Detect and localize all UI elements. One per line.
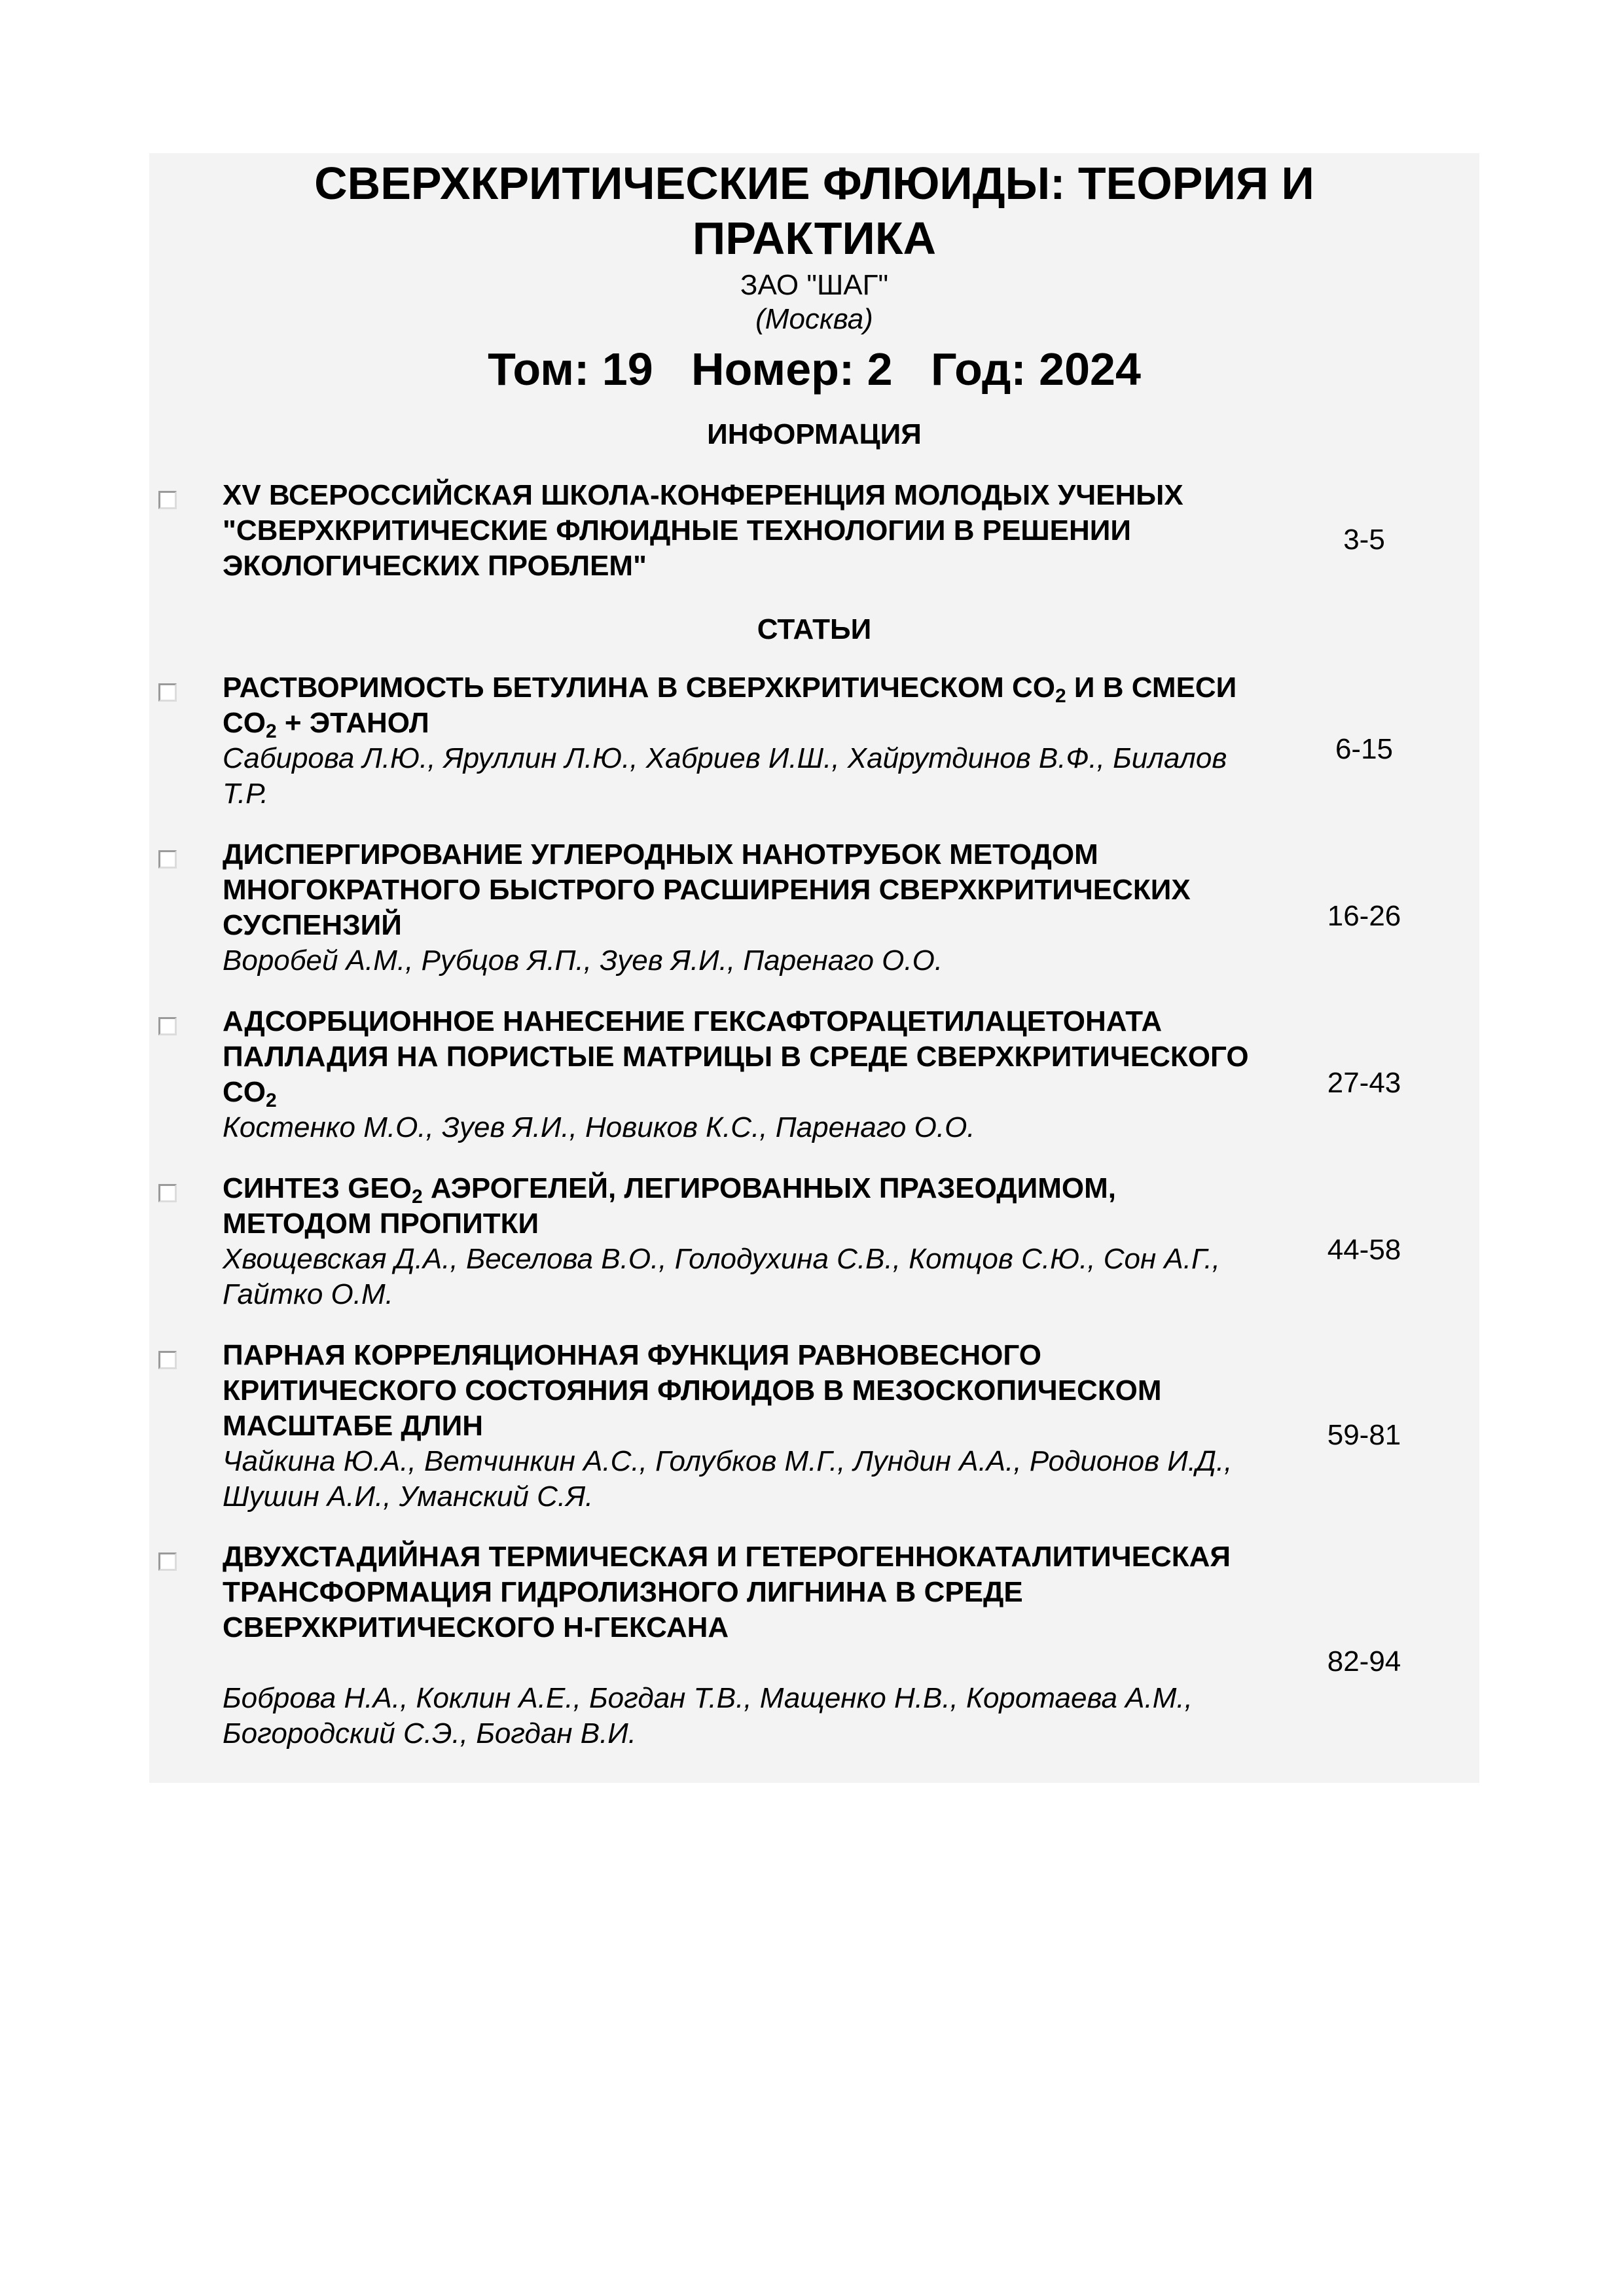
entry-authors: Сабирова Л.Ю., Яруллин Л.Ю., Хабриев И.Ш., Хайрутдинов В.Ф., Билалов Т.Р. xyxy=(223,742,1227,810)
entry-pages: 16-26 xyxy=(1327,900,1401,932)
entry-checkbox[interactable] xyxy=(158,491,177,509)
entry-title[interactable]: ДИСПЕРГИРОВАНИЕ УГЛЕРОДНЫХ НАНОТРУБОК МЕТОДОМ МНОГОКРАТНОГО БЫСТРОГО РАСШИРЕНИЯ СВЕРХКРИТИЧЕСКИХ СУСПЕНЗИЙ xyxy=(223,838,1191,941)
entry-title[interactable]: АДСОРБЦИОННОЕ НАНЕСЕНИЕ ГЕКСАФТОРАЦЕТИЛАЦЕТОНАТА ПАЛЛАДИЯ НА ПОРИСТЫЕ МАТРИЦЫ В СРЕДЕ СВЕРХКРИТИЧЕСКОГО $CO_2$ xyxy=(223,1005,1249,1111)
issue-info xyxy=(149,342,1479,397)
section-heading-articles: СТАТЬИ xyxy=(757,613,872,645)
entry-title[interactable]: РАСТВОРИМОСТЬ БЕТУЛИНА В СВЕРХКРИТИЧЕСКОМ $CO_2$ И В СМЕСИ $CO_2$ + ЭТАНОЛ xyxy=(223,672,1237,742)
publisher-city: (Москва) xyxy=(755,303,873,335)
entry-pages: 44-58 xyxy=(1327,1234,1401,1266)
journal-title-line-2: ПРАКТИКА xyxy=(692,213,937,264)
journal-title xyxy=(149,156,1479,266)
entry-pages: 59-81 xyxy=(1327,1419,1401,1451)
entry-checkbox[interactable] xyxy=(158,1017,177,1035)
entry-title[interactable]: ПАРНАЯ КОРРЕЛЯЦИОННАЯ ФУНКЦИЯ РАВНОВЕСНОГО КРИТИЧЕСКОГО СОСТОЯНИЯ ФЛЮИДОВ В МЕЗОСКОПИЧЕСКОМ МАСШТАБЕ ДЛИН xyxy=(223,1339,1162,1442)
entry-checkbox[interactable] xyxy=(158,1552,177,1571)
entry-title[interactable]: XV ВСЕРОССИЙСКАЯ ШКОЛА-КОНФЕРЕНЦИЯ МОЛОДЫХ УЧЕНЫХ "СВЕРХКРИТИЧЕСКИЕ ФЛЮИДНЫЕ ТЕХНОЛОГИИ В РЕШЕНИИ ЭКОЛОГИЧЕСКИХ ПРОБЛЕМ" xyxy=(223,479,1183,582)
number-label: Номер: 2 xyxy=(691,344,893,395)
entry-authors: Воробей А.М., Рубцов Я.П., Зуев Я.И., Паренаго О.О. xyxy=(223,944,943,977)
publisher: ЗАО "ШАГ" xyxy=(740,269,889,301)
entry-checkbox[interactable] xyxy=(158,1351,177,1369)
entry-title[interactable]: ДВУХСТАДИЙНАЯ ТЕРМИЧЕСКАЯ И ГЕТЕРОГЕННОКАТАЛИТИЧЕСКАЯ ТРАНСФОРМАЦИЯ ГИДРОЛИЗНОГО ЛИГНИНА В СРЕДЕ СВЕРХКРИТИЧЕСКОГО Н-ГЕКСАНА xyxy=(223,1541,1231,1643)
entry-title[interactable]: СИНТЕЗ $GEO_2$ АЭРОГЕЛЕЙ, ЛЕГИРОВАННЫХ ПРАЗЕОДИМОМ, МЕТОДОМ ПРОПИТКИ xyxy=(223,1172,1116,1240)
entry-authors: Костенко М.О., Зуев Я.И., Новиков К.С., Паренаго О.О. xyxy=(223,1111,975,1143)
entry-pages: 6-15 xyxy=(1335,733,1394,765)
volume-label: Том: 19 xyxy=(488,344,653,395)
section-heading-info: ИНФОРМАЦИЯ xyxy=(707,418,922,450)
entry-checkbox[interactable] xyxy=(158,1184,177,1202)
entry-checkbox[interactable] xyxy=(158,850,177,869)
journal-title-line-1: СВЕРХКРИТИЧЕСКИЕ ФЛЮИДЫ: ТЕОРИЯ И xyxy=(314,158,1314,209)
entry-pages: 27-43 xyxy=(1327,1067,1401,1099)
entry-authors: Хвощевская Д.А., Веселова В.О., Голодухина С.В., Котцов С.Ю., Сон А.Г., Гайтко О.М. xyxy=(223,1243,1220,1310)
entry-pages: 3-5 xyxy=(1343,524,1385,556)
entry-authors: Чайкина Ю.А., Ветчинкин А.С., Голубков М.Г., Лундин А.А., Родионов И.Д., Шушин А.И., Уманский С.Я. xyxy=(223,1445,1233,1513)
entry-pages: 82-94 xyxy=(1327,1645,1401,1677)
year-label: Год: 2024 xyxy=(930,344,1141,395)
entry-checkbox[interactable] xyxy=(158,683,177,702)
journal-contents-panel xyxy=(149,153,1479,1783)
entry-authors: Боброва Н.А., Коклин А.Е., Богдан Т.В., Мащенко Н.В., Коротаева А.М., Богородский С.Э., Богдан В.И. xyxy=(223,1682,1193,1749)
